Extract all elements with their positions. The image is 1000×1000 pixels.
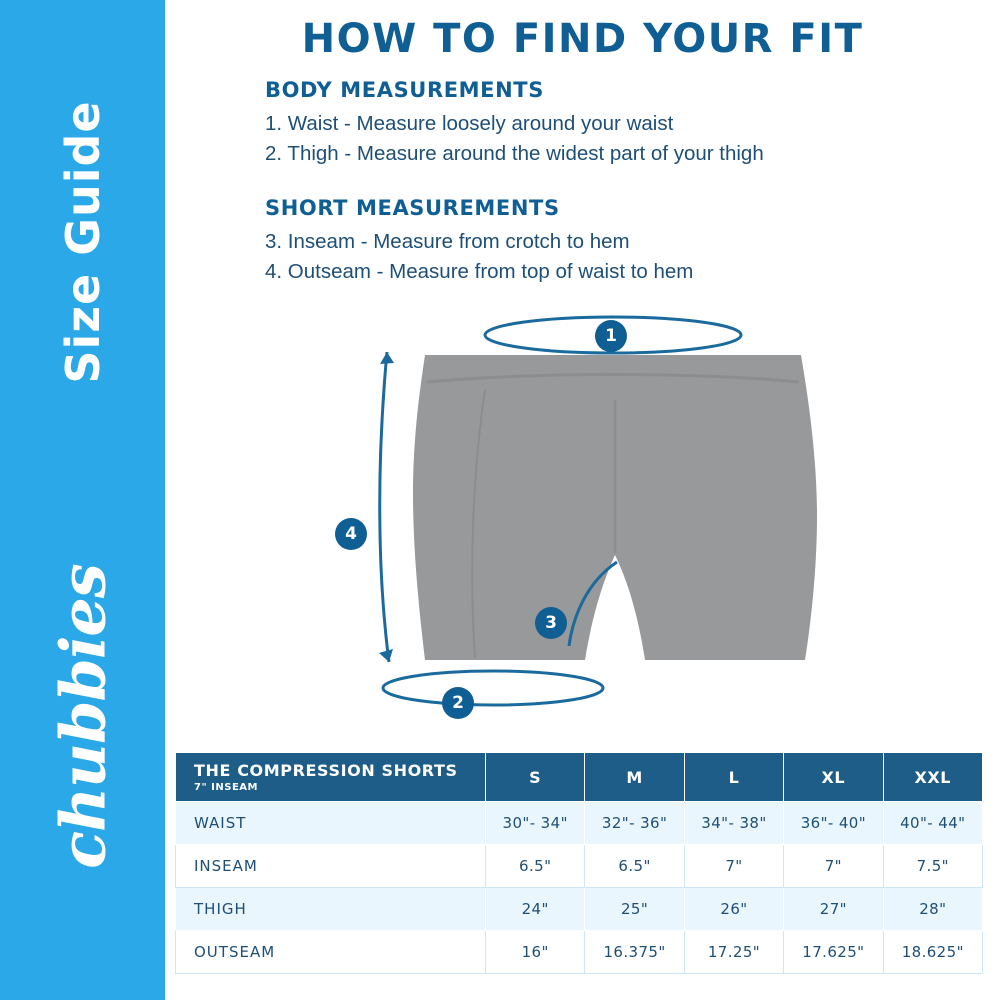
size-header-xxl: XXL — [883, 753, 982, 802]
cell-thigh-xl: 27" — [784, 888, 883, 931]
product-name: THE COMPRESSION SHORTS — [194, 761, 458, 780]
short-measurement-step-3: 3. Inseam - Measure from crotch to hem — [265, 230, 630, 253]
row-label-waist: WAIST — [176, 802, 486, 845]
cell-waist-xxl: 40"- 44" — [883, 802, 982, 845]
body-measurements-heading: BODY MEASUREMENTS — [265, 78, 544, 102]
size-header-m: M — [585, 753, 684, 802]
table-row — [176, 931, 983, 974]
table-row — [176, 888, 983, 931]
body-measurements-section — [265, 78, 764, 169]
table-row — [176, 802, 983, 845]
cell-thigh-m: 25" — [585, 888, 684, 931]
table-header-row — [176, 753, 983, 802]
cell-inseam-xl: 7" — [784, 845, 883, 888]
outseam-arrow — [380, 352, 389, 662]
main-content — [165, 0, 1000, 1000]
size-header-s: S — [486, 753, 585, 802]
body-measurement-step-1: 1. Waist - Measure loosely around your waist — [265, 112, 674, 135]
callout-thigh: 2 — [442, 687, 474, 719]
cell-outseam-xl: 17.625" — [784, 931, 883, 974]
shorts-diagram — [365, 310, 965, 735]
page-title: HOW TO FIND YOUR FIT — [301, 16, 864, 62]
size-guide-sidebar — [0, 0, 165, 1000]
cell-outseam-xxl: 18.625" — [883, 931, 982, 974]
row-label-outseam: OUTSEAM — [176, 931, 486, 974]
callout-outseam: 4 — [335, 518, 367, 550]
cell-outseam-s: 16" — [486, 931, 585, 974]
thigh-measure-ellipse — [383, 671, 603, 705]
short-measurement-step-4: 4. Outseam - Measure from top of waist to hem — [265, 260, 694, 283]
cell-waist-xl: 36"- 40" — [784, 802, 883, 845]
callout-waist: 1 — [595, 320, 627, 352]
cell-inseam-m: 6.5" — [585, 845, 684, 888]
brand-logo-text: chubbies — [46, 564, 119, 869]
sidebar-title: Size Guide — [55, 100, 110, 384]
short-measurements-section — [265, 196, 693, 287]
cell-outseam-l: 17.25" — [684, 931, 783, 974]
cell-outseam-m: 16.375" — [585, 931, 684, 974]
product-inseam-note: 7" INSEAM — [194, 782, 258, 793]
size-header-xl: XL — [784, 753, 883, 802]
cell-inseam-s: 6.5" — [486, 845, 585, 888]
table-row — [176, 845, 983, 888]
short-measurements-heading: SHORT MEASUREMENTS — [265, 196, 560, 220]
size-chart-table — [175, 752, 983, 974]
cell-inseam-l: 7" — [684, 845, 783, 888]
size-header-l: L — [684, 753, 783, 802]
cell-waist-l: 34"- 38" — [684, 802, 783, 845]
cell-inseam-xxl: 7.5" — [883, 845, 982, 888]
row-label-inseam: INSEAM — [176, 845, 486, 888]
cell-waist-m: 32"- 36" — [585, 802, 684, 845]
cell-thigh-l: 26" — [684, 888, 783, 931]
callout-inseam: 3 — [535, 607, 567, 639]
body-measurement-step-2: 2. Thigh - Measure around the widest part of your thigh — [265, 142, 764, 165]
outseam-arrow-head-bottom — [379, 649, 393, 662]
outseam-arrow-head-top — [380, 352, 394, 364]
cell-waist-s: 30"- 34" — [486, 802, 585, 845]
size-chart — [175, 752, 983, 974]
cell-thigh-s: 24" — [486, 888, 585, 931]
product-name-header — [176, 753, 486, 802]
row-label-thigh: THIGH — [176, 888, 486, 931]
cell-thigh-xxl: 28" — [883, 888, 982, 931]
